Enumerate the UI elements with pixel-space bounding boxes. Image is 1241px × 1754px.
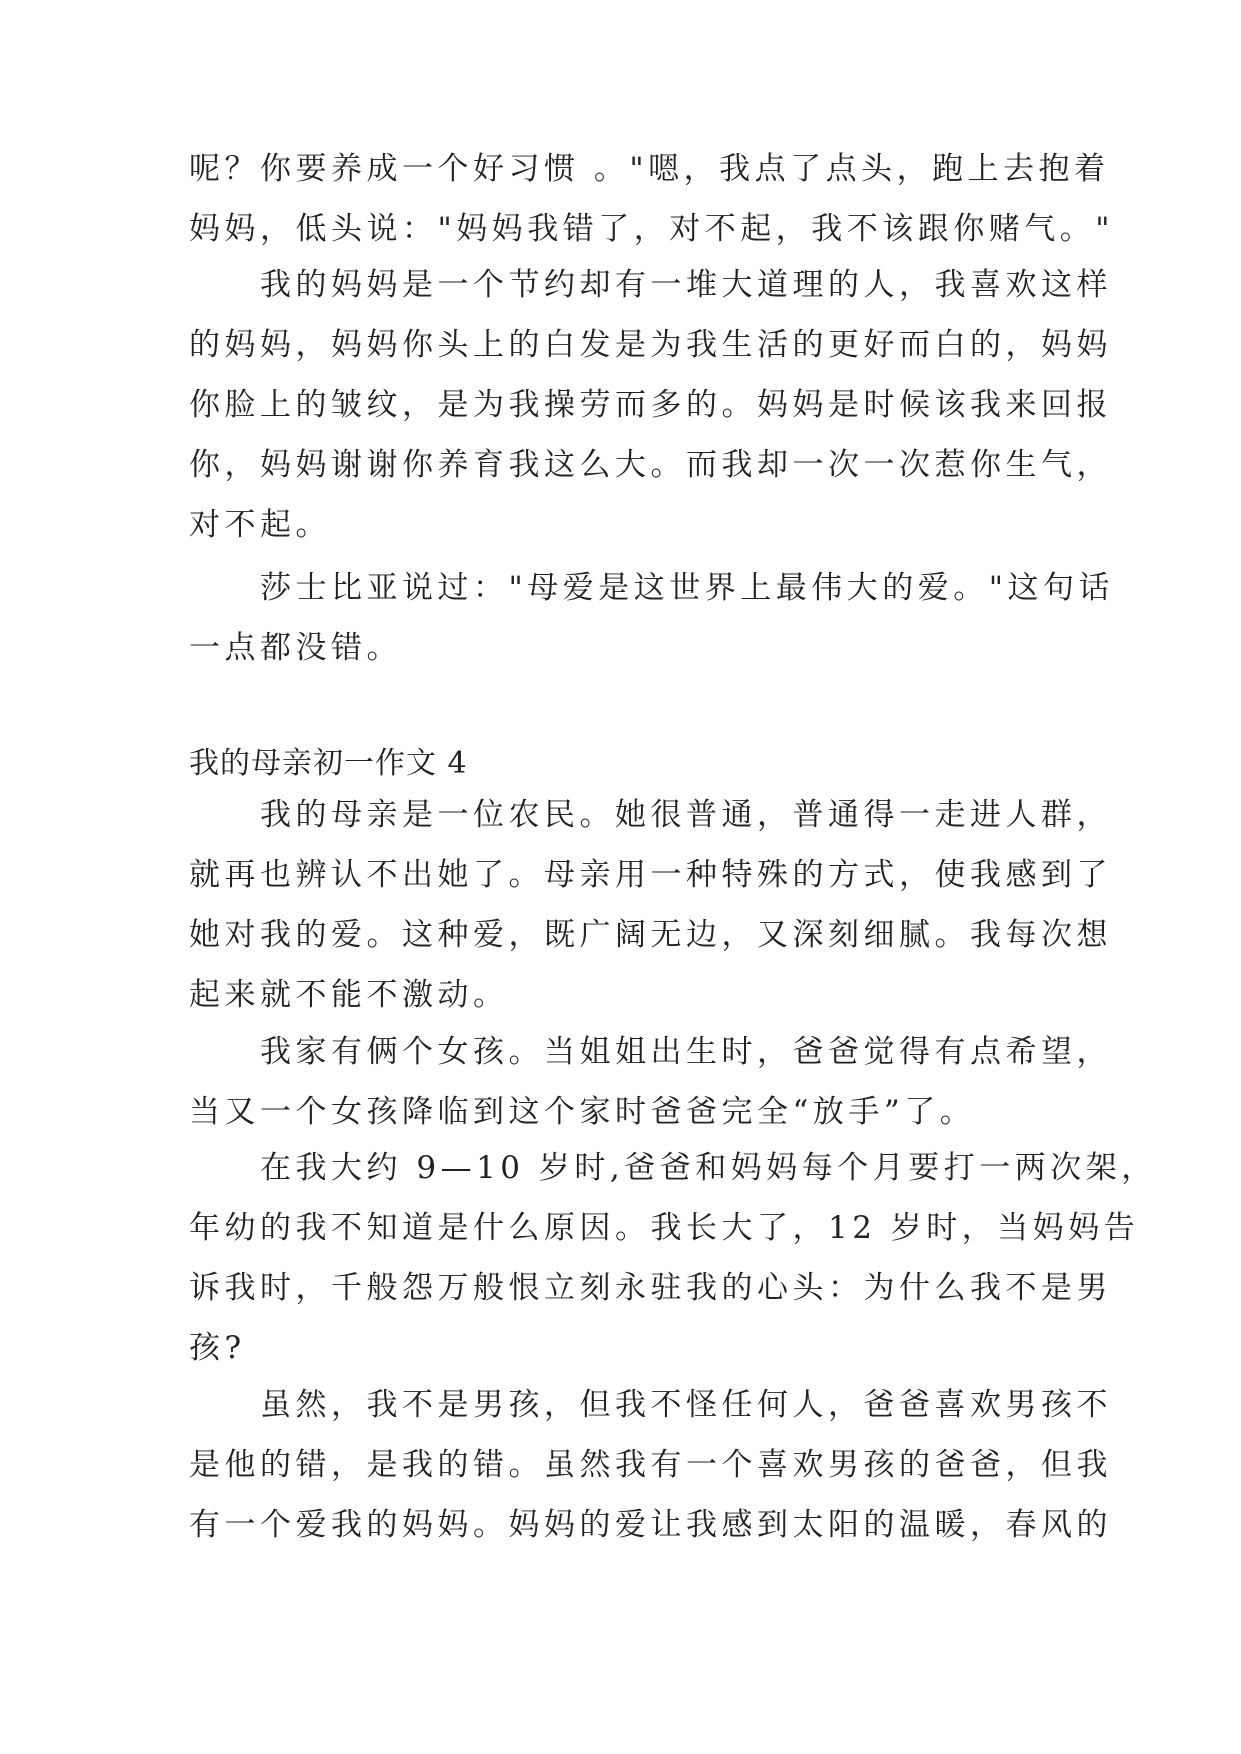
text-line: 我的母亲是一位农民。她很普通，普通得一走进人群， <box>189 797 1112 833</box>
text-line: 你脸上的皱纹，是为我操劳而多的。妈妈是时候该我来回报 <box>189 387 1112 423</box>
text-line: 诉我时，千般怨万般恨立刻永驻我的心头：为什么我不是男 <box>189 1270 1112 1306</box>
text-line: 你，妈妈谢谢你养育我这么大。而我却一次一次惹你生气， <box>189 447 1112 483</box>
text-line: 我的妈妈是一个节约却有一堆大道理的人，我喜欢这样 <box>189 267 1112 303</box>
text-line: 一点都没错。 <box>189 630 402 666</box>
text-line: 我家有俩个女孩。当姐姐出生时，爸爸觉得有点希望， <box>189 1034 1112 1070</box>
text-line: 莎士比亚说过："母爱是这世界上最伟大的爱。"这句话 <box>189 570 1115 606</box>
text-line: 她对我的爱。这种爱，既广阔无边，又深刻细腻。我每次想 <box>189 917 1112 953</box>
text-line: 孩? <box>189 1330 246 1366</box>
paragraph-4 <box>189 785 1112 1025</box>
text-line: 起来就不能不激动。 <box>189 977 509 1013</box>
paragraph-2 <box>189 255 1112 555</box>
text-line: 有一个爱我的妈妈。妈妈的爱让我感到太阳的温暖，春风的 <box>189 1507 1112 1543</box>
text-line: 对不起。 <box>189 507 331 543</box>
text-line: 的妈妈，妈妈你头上的白发是为我生活的更好而白的，妈妈 <box>189 327 1112 363</box>
text-line: 是他的错，是我的错。虽然我有一个喜欢男孩的爸爸，但我 <box>189 1447 1112 1483</box>
paragraph-6 <box>189 1138 1157 1378</box>
text-line: 在我大约 9—10 岁时,爸爸和妈妈每个月要打一两次架， <box>189 1150 1157 1186</box>
text-line: 虽然，我不是男孩，但我不怪任何人，爸爸喜欢男孩不 <box>189 1387 1112 1423</box>
text-line: 就再也辨认不出她了。母亲用一种特殊的方式，使我感到了 <box>189 857 1112 893</box>
text-line: 妈妈，低头说："妈妈我错了，对不起，我不该跟你赌气。" <box>189 211 1115 247</box>
paragraph-7 <box>189 1375 1112 1555</box>
paragraph-1 <box>189 139 1115 259</box>
text-line: 当又一个女孩降临到这个家时爸爸完全“放手”了。 <box>189 1094 976 1130</box>
text-line: 呢？你要养成一个好习惯 。"嗯，我点了点头，跑上去抱着 <box>189 151 1110 187</box>
paragraph-5 <box>189 1022 1112 1142</box>
paragraph-3 <box>189 558 1115 678</box>
text-line: 年幼的我不知道是什么原因。我长大了，12 岁时，当妈妈告 <box>189 1210 1140 1246</box>
essay-heading: 我的母亲初一作文 4 <box>189 746 468 781</box>
